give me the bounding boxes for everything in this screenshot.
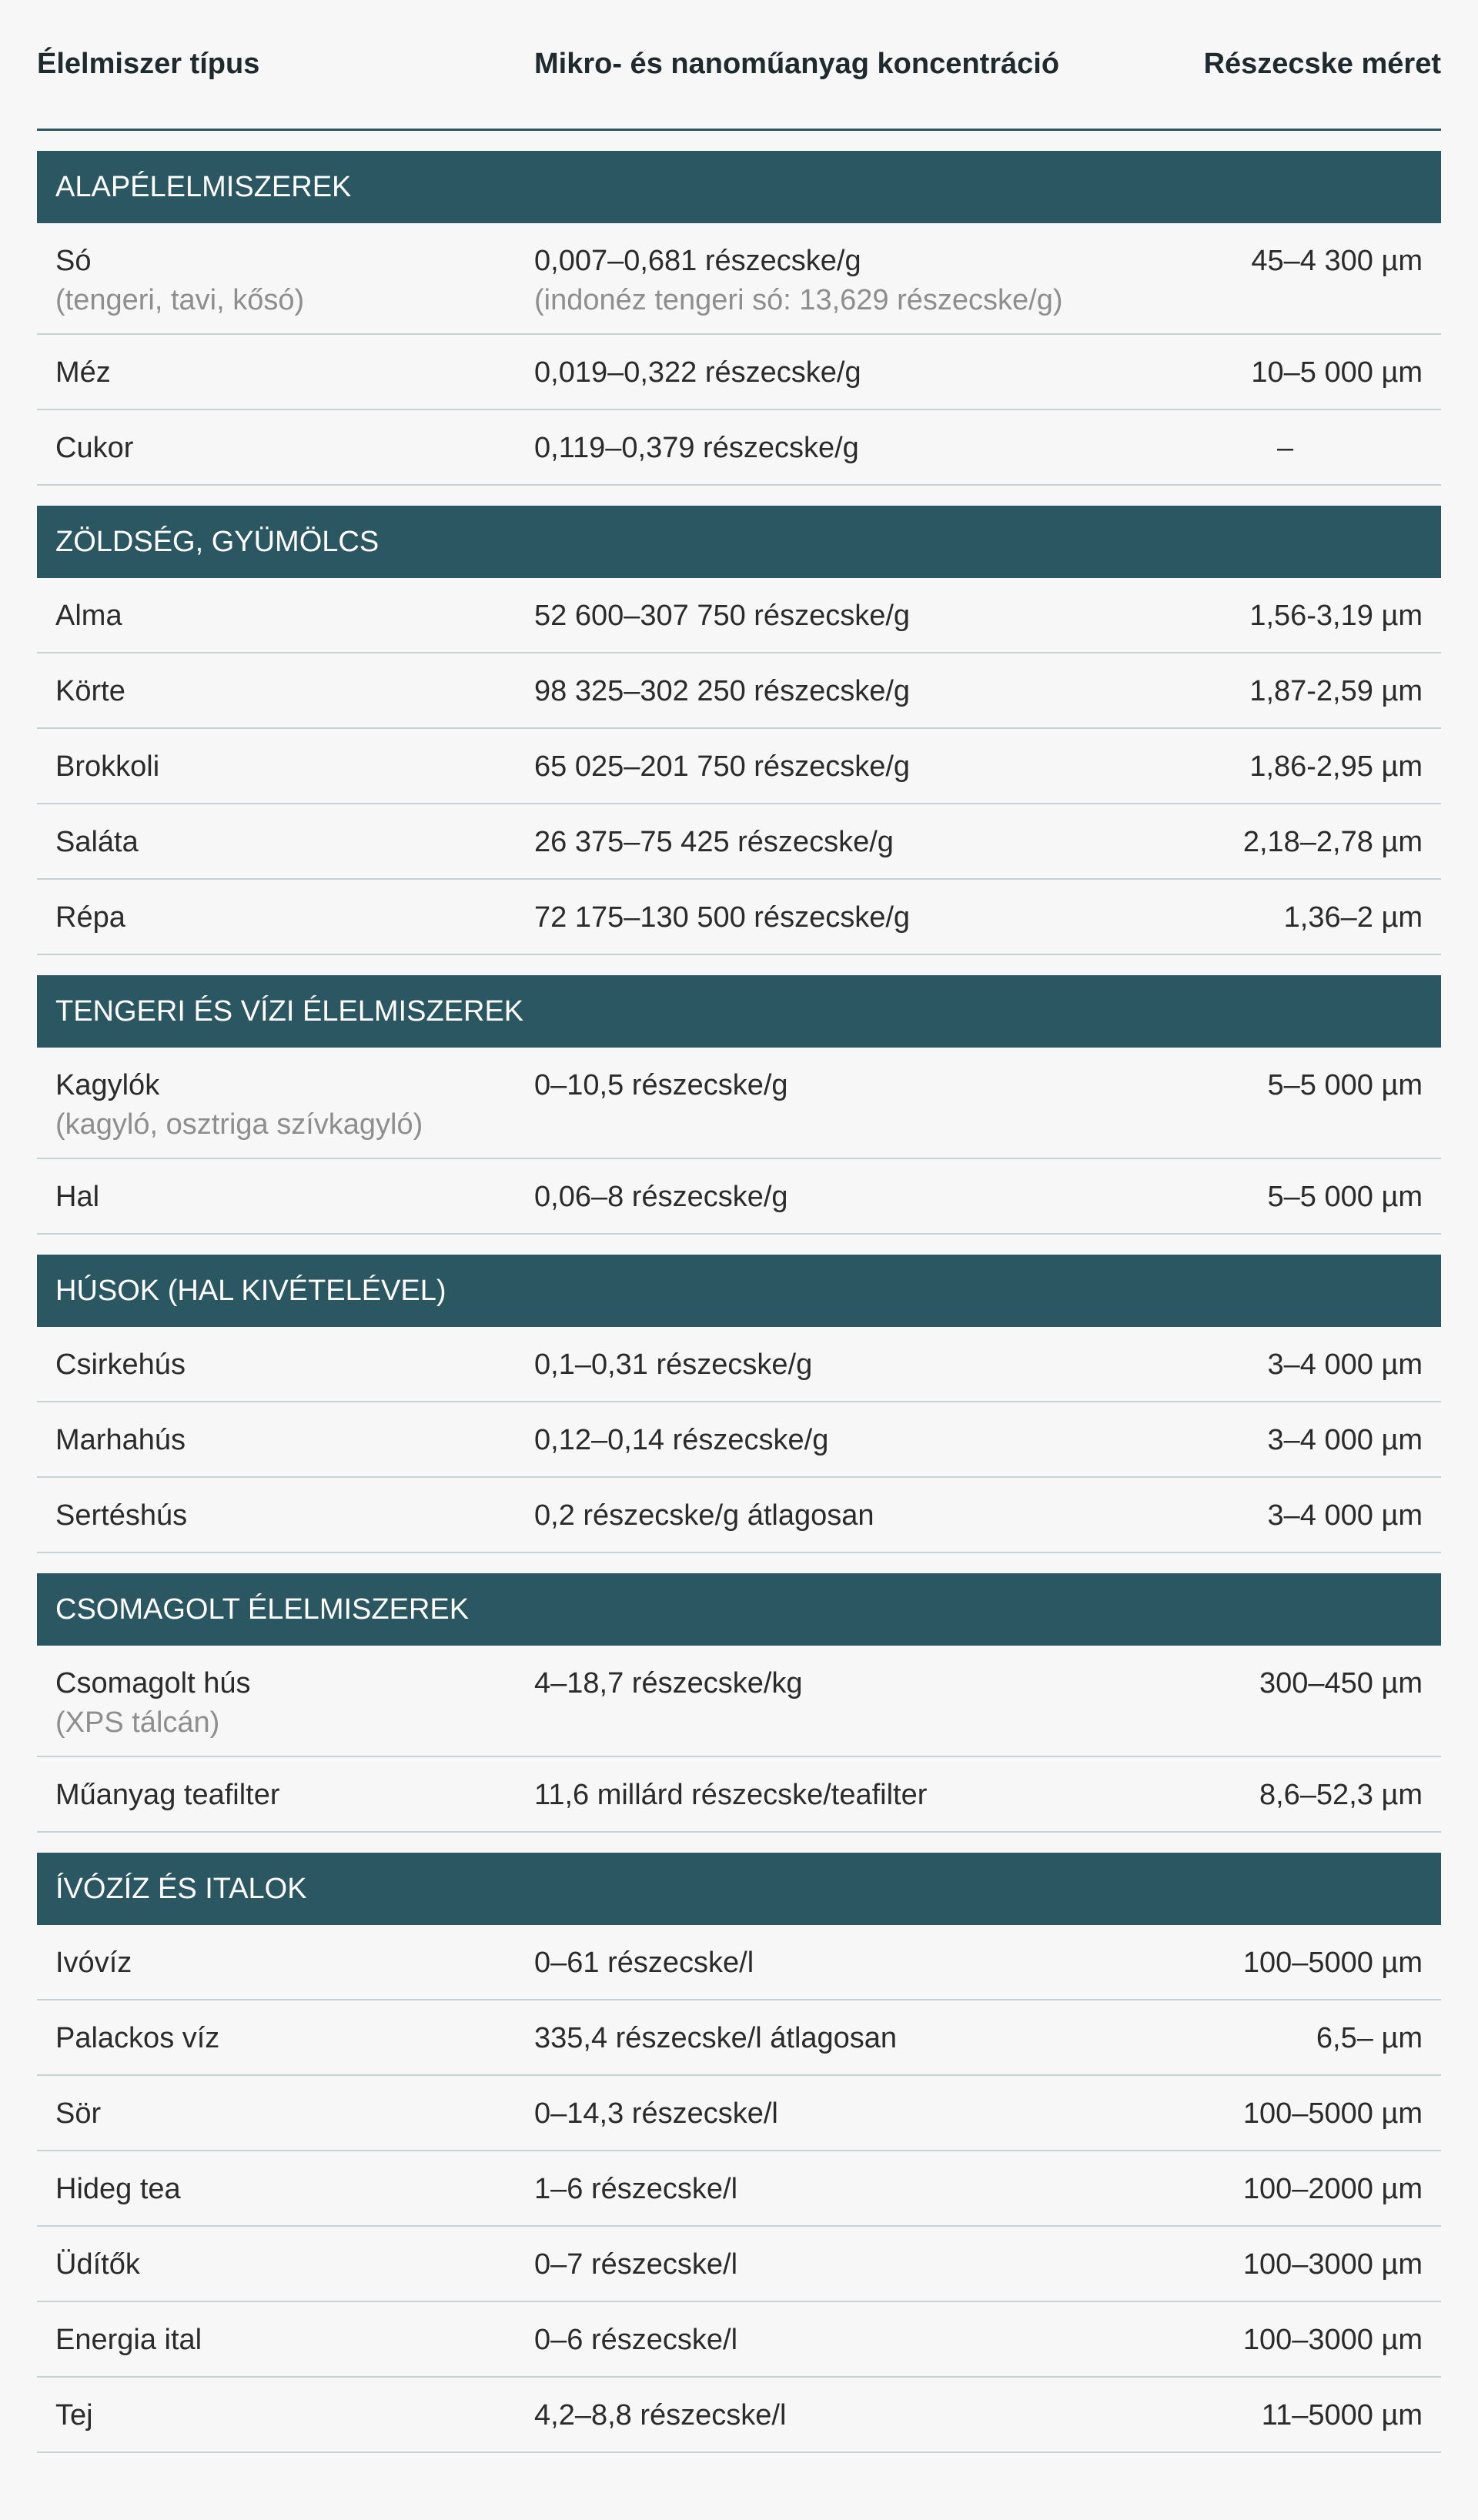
food-name-note: (tengeri, tavi, kősó): [55, 284, 305, 316]
particle-size: 100–3000 µm: [1242, 2324, 1423, 2356]
concentration: 1–6 részecske/l: [534, 2173, 738, 2205]
section-drinks: [37, 1853, 1441, 2453]
concentration: 0–6 részecske/l: [534, 2324, 738, 2356]
particle-size: 100–3000 µm: [1242, 2248, 1423, 2281]
concentration: 0–14,3 részecske/l: [534, 2097, 778, 2130]
food-name-cell: [37, 1667, 534, 1740]
particle-size: 45–4 300 µm: [1251, 245, 1423, 277]
food-name: Sör: [55, 2097, 102, 2130]
concentration: 0,1–0,31 részecske/g: [534, 1349, 813, 1381]
header-concentration: Mikro- és nanoműanyag koncentráció: [534, 48, 1060, 80]
particle-size: 100–5000 µm: [1242, 2097, 1423, 2130]
concentration: 98 325–302 250 részecske/g: [534, 675, 911, 707]
table-row: [37, 2151, 1441, 2227]
food-name-note: (kagyló, osztriga szívkagyló): [55, 1108, 423, 1141]
section-title: ZÖLDSÉG, GYÜMÖLCS: [37, 506, 1441, 578]
particle-size: 1,87-2,59 µm: [1249, 675, 1423, 707]
particle-size: 5–5 000 µm: [1267, 1181, 1423, 1213]
concentration: 65 025–201 750 részecske/g: [534, 750, 911, 783]
food-name: Körte: [55, 675, 125, 707]
table-row: [37, 653, 1441, 729]
particle-size: 8,6–52,3 µm: [1259, 1779, 1423, 1811]
food-name: Műanyag teafilter: [55, 1779, 280, 1811]
concentration: 0,019–0,322 részecske/g: [534, 356, 861, 389]
section-vegetables-fruits: [37, 506, 1441, 955]
food-name: Alma: [55, 600, 122, 632]
food-name-note: (XPS tálcán): [55, 1706, 220, 1739]
food-name: Marhahús: [55, 1424, 186, 1456]
table-header: [37, 0, 1441, 131]
section-seafood: [37, 975, 1441, 1235]
food-name: Kagylók: [55, 1069, 160, 1101]
concentration: 0,2 részecske/g átlagosan: [534, 1499, 874, 1532]
food-name: Cukor: [55, 432, 134, 464]
particle-size: 300–450 µm: [1259, 1667, 1423, 1699]
section-meats: [37, 1255, 1441, 1553]
section-title: ALAPÉLELMISZEREK: [37, 151, 1441, 223]
particle-size: 1,36–2 µm: [1283, 901, 1423, 934]
concentration: 0–61 részecske/l: [534, 1947, 754, 1979]
concentration: 0–7 részecske/l: [534, 2248, 738, 2281]
particle-size: 100–2000 µm: [1242, 2173, 1423, 2205]
table-row: [37, 1478, 1441, 1553]
food-name: Saláta: [55, 826, 139, 858]
particle-size: 100–5000 µm: [1242, 1947, 1423, 1979]
particle-size: 2,18–2,78 µm: [1242, 826, 1423, 858]
concentration: 11,6 millárd részecske/teafilter: [534, 1779, 928, 1811]
section-packaged-foods: [37, 1573, 1441, 1833]
concentration: 4–18,7 részecske/kg: [534, 1667, 803, 1699]
table-row: [37, 880, 1441, 955]
food-name: Tej: [55, 2399, 93, 2431]
food-name-cell: [37, 1069, 534, 1141]
food-name: Energia ital: [55, 2324, 202, 2356]
table-row: [37, 2000, 1441, 2076]
food-name: Só: [55, 245, 92, 277]
particle-size: 6,5– µm: [1316, 2022, 1423, 2054]
table-row: [37, 2227, 1441, 2302]
particle-size: 10–5 000 µm: [1251, 356, 1423, 389]
concentration: 0,06–8 részecske/g: [534, 1181, 788, 1213]
food-name: Csirkehús: [55, 1349, 186, 1381]
table-row: [37, 335, 1441, 410]
particle-size: 3–4 000 µm: [1267, 1499, 1423, 1532]
section-title: CSOMAGOLT ÉLELMISZEREK: [37, 1573, 1441, 1646]
table-row: [37, 410, 1441, 486]
concentration: 0,007–0,681 részecske/g: [534, 245, 861, 277]
concentration: 52 600–307 750 részecske/g: [534, 600, 911, 632]
table-row: [37, 2302, 1441, 2378]
table-row: [37, 1757, 1441, 1833]
table-row: [37, 578, 1441, 653]
concentration: 72 175–130 500 részecske/g: [534, 901, 911, 934]
table-row: [37, 1048, 1441, 1159]
table-row: [37, 1646, 1441, 1757]
header-food-type: Élelmiszer típus: [37, 48, 260, 80]
particle-size: 3–4 000 µm: [1267, 1349, 1423, 1381]
table-row: [37, 1402, 1441, 1478]
table-row: [37, 2378, 1441, 2453]
concentration: 0,119–0,379 részecske/g: [534, 432, 859, 464]
section-title: ÍVÓZÍZ ÉS ITALOK: [37, 1853, 1441, 1925]
table-row: [37, 729, 1441, 804]
table-row: [37, 223, 1441, 335]
concentration: 26 375–75 425 részecske/g: [534, 826, 894, 858]
food-name: Üdítők: [55, 2248, 140, 2281]
section-title: TENGERI ÉS VÍZI ÉLELMISZEREK: [37, 975, 1441, 1048]
section-staple-foods: [37, 151, 1441, 486]
particle-size: 1,86-2,95 µm: [1249, 750, 1423, 783]
table-row: [37, 1925, 1441, 2000]
particle-size: 5–5 000 µm: [1267, 1069, 1423, 1101]
table-row: [37, 1159, 1441, 1235]
particle-size: 3–4 000 µm: [1267, 1424, 1423, 1456]
table-row: [37, 2076, 1441, 2151]
concentration: 4,2–8,8 részecske/l: [534, 2399, 787, 2431]
food-name: Csomagolt hús: [55, 1667, 251, 1699]
food-name-cell: [37, 245, 534, 317]
food-name: Brokkoli: [55, 750, 160, 783]
particle-size: –: [1277, 432, 1294, 464]
concentration-note: (indonéz tengeri só: 13,629 részecske/g): [534, 284, 1063, 316]
concentration-cell: [534, 245, 1118, 317]
food-name: Palackos víz: [55, 2022, 220, 2054]
table-row: [37, 804, 1441, 880]
table-row: [37, 1327, 1441, 1402]
section-title: HÚSOK (HAL KIVÉTELÉVEL): [37, 1255, 1441, 1327]
concentration: 0–10,5 részecske/g: [534, 1069, 788, 1101]
particle-size: 1,56-3,19 µm: [1249, 600, 1423, 632]
concentration: 335,4 részecske/l átlagosan: [534, 2022, 898, 2054]
concentration: 0,12–0,14 részecske/g: [534, 1424, 829, 1456]
particle-size: 11–5000 µm: [1261, 2399, 1423, 2431]
food-name: Ivóvíz: [55, 1947, 132, 1979]
food-name: Hideg tea: [55, 2173, 181, 2205]
food-name: Méz: [55, 356, 111, 389]
header-particle-size: Részecske méret: [1203, 48, 1441, 80]
food-name: Répa: [55, 901, 125, 934]
food-name: Hal: [55, 1181, 100, 1213]
food-name: Sertéshús: [55, 1499, 188, 1532]
